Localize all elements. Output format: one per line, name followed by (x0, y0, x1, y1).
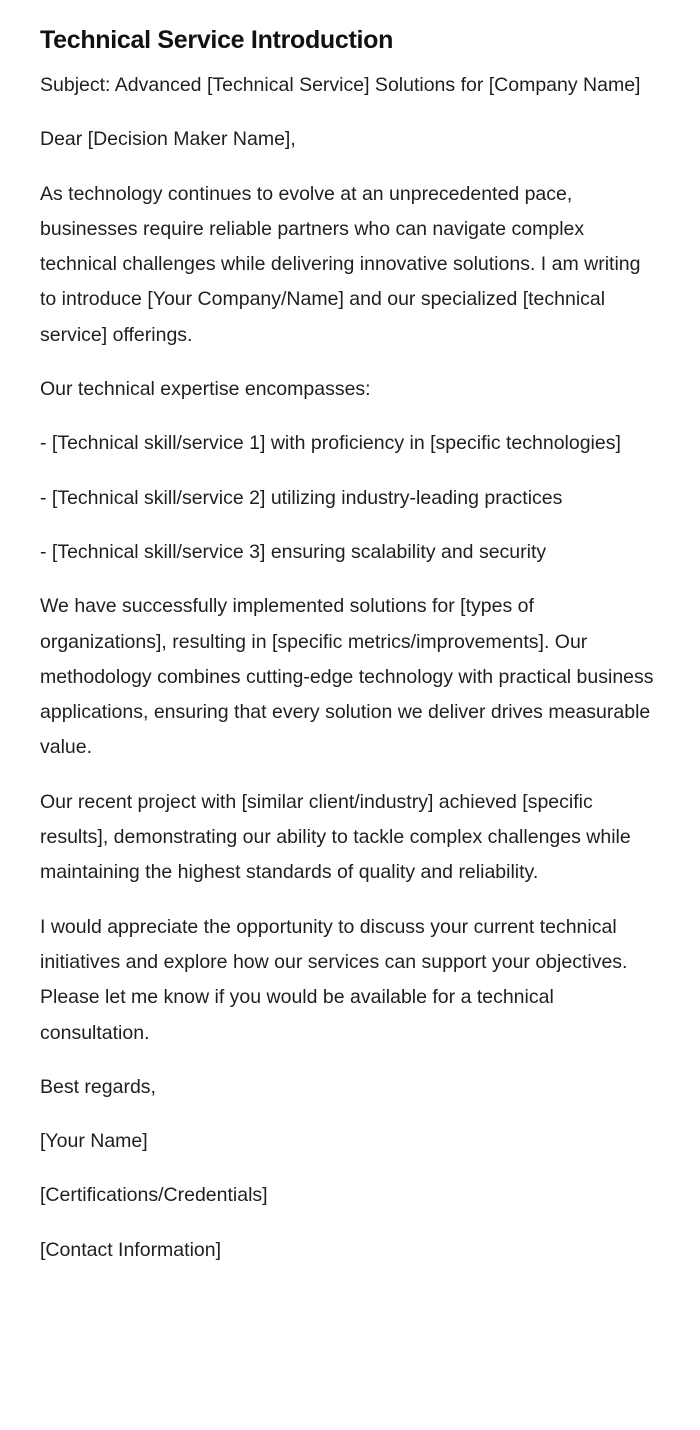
expertise-item-1: - [Technical skill/service 1] with proficiency in [specific technologies] (40, 432, 621, 455)
expertise-item-3: - [Technical skill/service 3] ensuring scalability and security (40, 540, 547, 563)
greeting: Dear [Decision Maker Name], (40, 128, 296, 151)
signature-credentials: [Certifications/Credentials] (40, 1184, 268, 1207)
signature-name: [Your Name] (40, 1130, 148, 1153)
closing: Best regards, (40, 1075, 156, 1098)
track-record-paragraph: We have successfully implemented solutions for [types of organizations], resulting in [specific metrics/improvements]. Our methodology combines cutting-edge technology with practical business applications, ensuring that every solution we deliver drives measurable value. (40, 595, 654, 759)
expertise-heading: Our technical expertise encompasses: (40, 378, 371, 401)
document-title: Technical Service Introduction (40, 26, 394, 54)
signature-contact: [Contact Information] (40, 1238, 222, 1261)
call-to-action-paragraph: I would appreciate the opportunity to discuss your current technical initiatives and explore how our services can support your objectives. Please let me know if you would be available for a technical consultation. (40, 915, 628, 1044)
subject-line: Subject: Advanced [Technical Service] Solutions for [Company Name] (40, 74, 641, 96)
intro-paragraph: As technology continues to evolve at an unprecedented pace, businesses require reliable partners who can navigate complex technical challenges while delivering innovative solutions. I am writing to introduce [Your Company/Name] and our specialized [technical service] offerings. (40, 182, 641, 346)
expertise-item-2: - [Technical skill/service 2] utilizing industry-leading practices (40, 486, 563, 509)
recent-project-paragraph: Our recent project with [similar client/industry] achieved [specific results], demonstrating our ability to tackle complex challenges while maintaining the highest standards of quality and reliability. (40, 790, 631, 884)
